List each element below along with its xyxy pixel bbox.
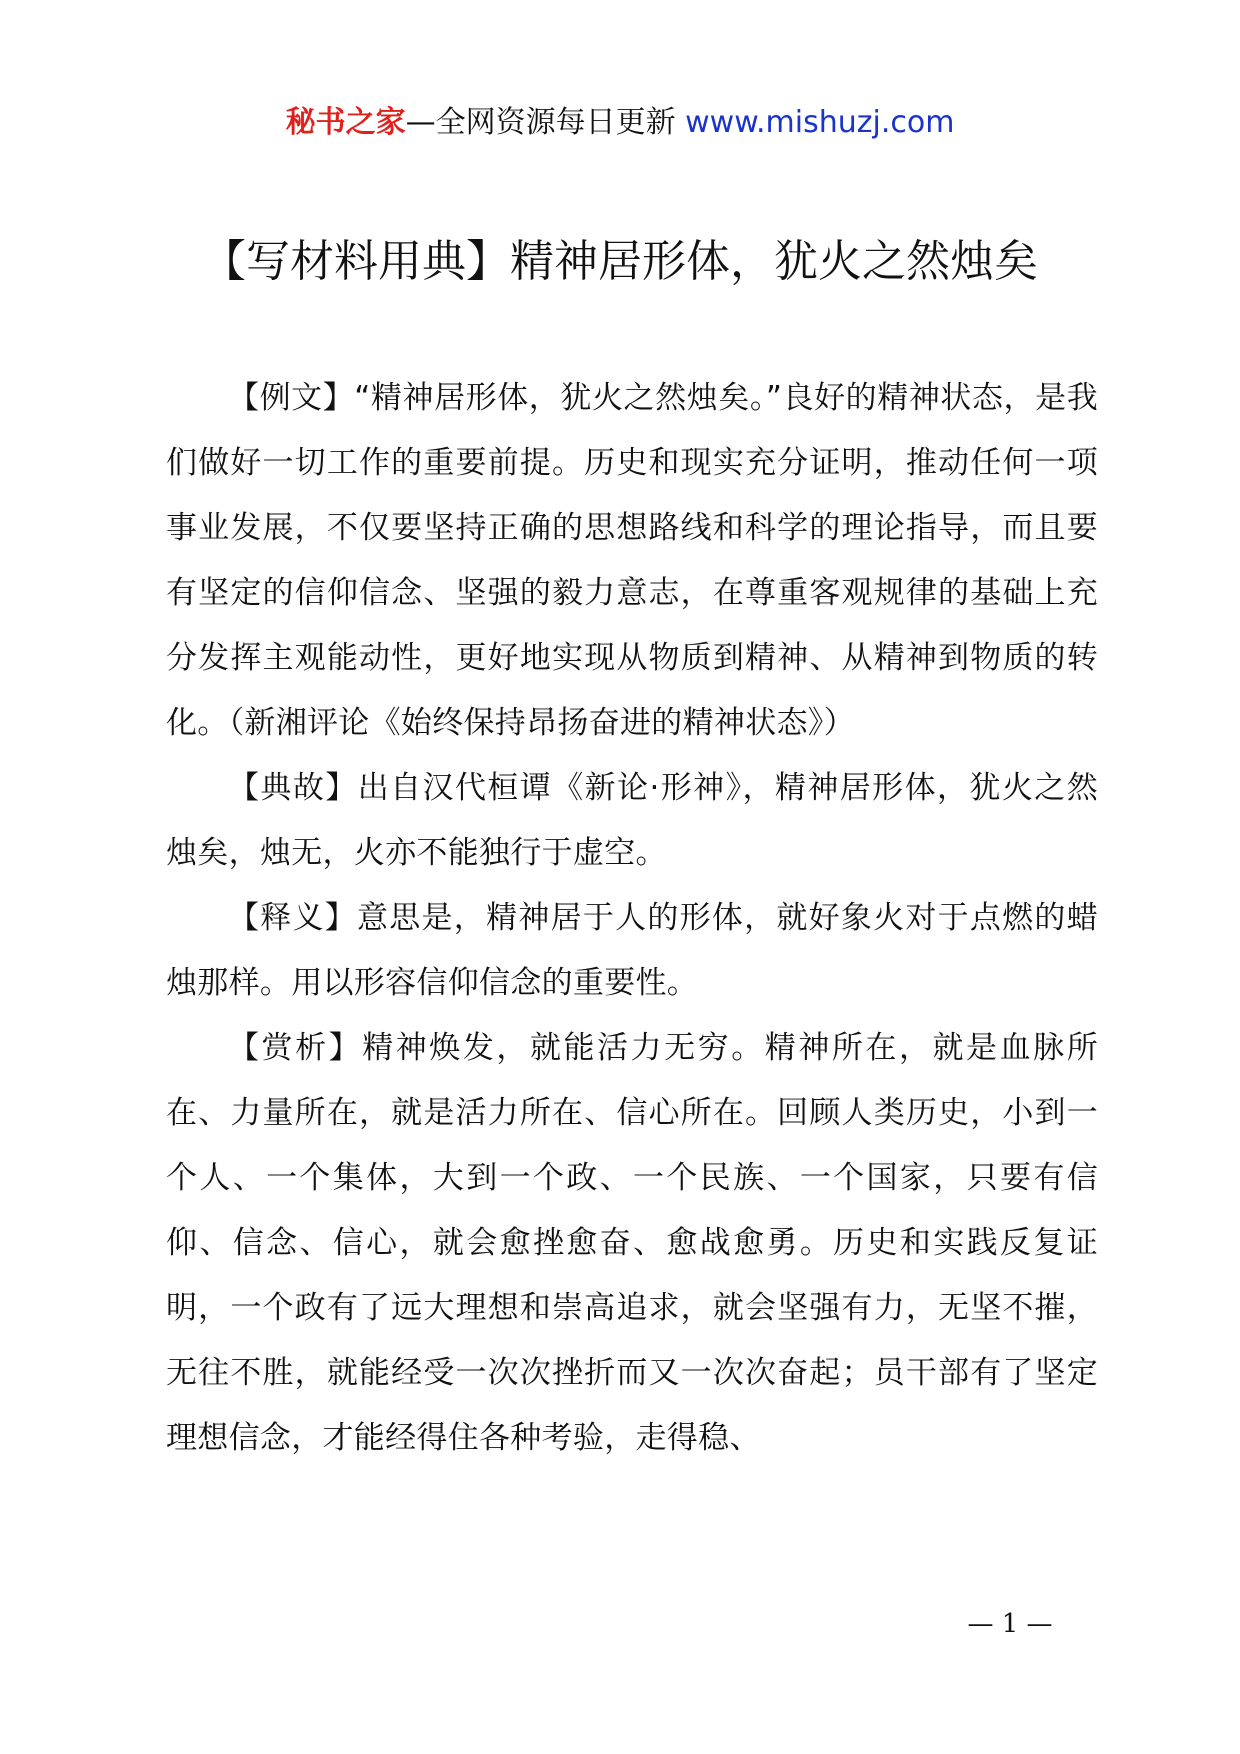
paragraph-example: [166, 366, 1098, 756]
paragraph-allusion: [166, 756, 1098, 886]
section-tag: 【例文】: [228, 380, 355, 416]
site-banner: [0, 100, 1240, 146]
document-body: [166, 366, 1098, 1471]
paragraph-text: 出自汉代桓谭《新论·形神》，精神居形体，犹火之然烛矣，烛无，火亦不能独行于虚空。: [166, 770, 1098, 871]
site-url[interactable]: www.mishuzj.com: [685, 105, 955, 140]
paragraph-text: 意思是，精神居于人的形体，就好象火对于点燃的蜡烛那样。用以形容信仰信念的重要性。: [166, 900, 1098, 1001]
document-title: 【写材料用典】精神居形体，犹火之然烛矣: [202, 236, 1038, 287]
section-tag: 【赏析】: [228, 1030, 363, 1066]
section-tag: 【典故】: [228, 770, 358, 806]
page-number: — 1 —: [967, 1609, 1053, 1639]
paragraph-appreciation: [166, 1016, 1098, 1471]
section-tag: 【释义】: [228, 900, 358, 936]
paragraph-meaning: [166, 886, 1098, 1016]
brand-name: 秘书之家: [285, 105, 406, 140]
site-slogan: —全网资源每日更新: [405, 105, 676, 140]
paragraph-text: “精神居形体，犹火之然烛矣。”良好的精神状态，是我们做好一切工作的重要前提。历史和现实充分证明，推动任何一项事业发展，不仅要坚持正确的思想路线和科学的理论指导，而且要有坚定的信仰信念、坚强的毅力意志，在尊重客观规律的基础上充分发挥主观能动性，更好地实现从物质到精神、从精神到物质的转化。（新湘评论《始终保持昂扬奋进的精神状态》）: [166, 380, 1098, 741]
paragraph-text: 精神焕发，就能活力无穷。精神所在，就是血脉所在、力量所在，就是活力所在、信心所在。回顾人类历史，小到一个人、一个集体，大到一个政、一个民族、一个国家，只要有信仰、信念、信心，就会愈挫愈奋、愈战愈勇。历史和实践反复证明，一个政有了远大理想和崇高追求，就会坚强有力，无坚不摧，无往不胜，就能经受一次次挫折而又一次次奋起；员干部有了坚定理想信念，才能经得住各种考验，走得稳、: [166, 1030, 1098, 1456]
